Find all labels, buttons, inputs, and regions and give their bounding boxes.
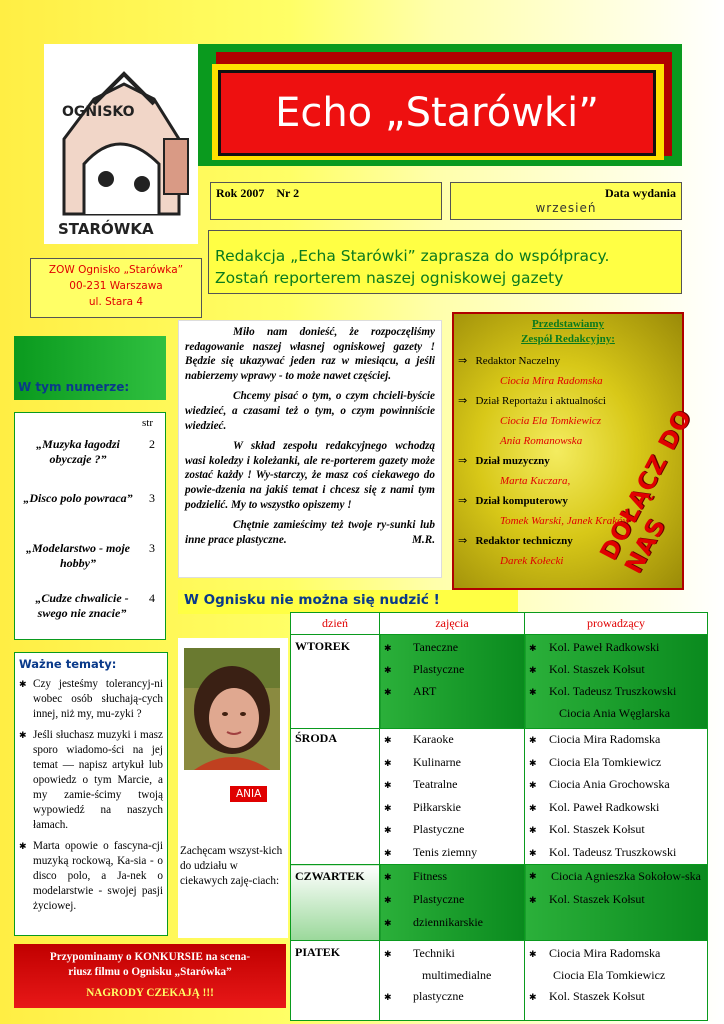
contest-line-1: Przypominamy o KONKURSIE na scena- (49, 951, 251, 963)
leader-item: Ciocia Ela Tomkiewicz (553, 968, 666, 982)
bullet-icon: ✱ (19, 730, 27, 740)
page-title: Echo „Starówki” (275, 90, 599, 136)
issue-date-box (450, 182, 682, 220)
bullet-icon: ✱ (384, 825, 392, 835)
leader-item: ✱ Ciocia Ela Tomkiewicz (529, 752, 703, 775)
arrow-icon: ⇒ (458, 455, 468, 467)
topic-text: Jeśli słuchasz muzyki i masz sporo wiadomo-ści na jej temat — napisz artykuł lub opowiedz o tym Marcie, a my zamie-ścimy twoją wypowiedź na naszych łamach. (33, 729, 163, 831)
bullet-icon: ✱ (529, 895, 537, 905)
bullet-icon: ✱ (19, 841, 27, 851)
team-role: Redaktor Naczelny (475, 355, 561, 367)
schedule-table (290, 612, 708, 1021)
bullet-icon: ✱ (529, 643, 537, 653)
toc-item-title: „Disco polo powraca” (23, 491, 133, 505)
bullet-icon: ✱ (384, 847, 392, 858)
toc-item-page: 2 (149, 437, 155, 451)
leader-item: ✱ Kol. Paweł Radkowski (529, 797, 703, 820)
topic-text: Marta opowie o fascyna-cji muzyką rockową, Ka-sia - o disco polo, a Ja-nek o modelarstwie - swojej pasji życiowej. (33, 840, 163, 912)
arrow-icon: ⇒ (458, 395, 468, 407)
bullet-icon: ✱ (529, 992, 537, 1002)
leader-item: ✱ Kol. Tadeusz Truszkowski (529, 842, 703, 865)
bullet-icon: ✱ (529, 949, 537, 959)
toc-item-title: „Modelarstwo - moje hobby” (26, 541, 130, 570)
logo-text-top: OGNISKO (62, 104, 135, 120)
table-row (291, 729, 708, 865)
org-street: ul. Stara 4 (88, 296, 144, 308)
team-role: Dział Reportażu i aktualności (475, 395, 606, 407)
activity-item: ✱ Karaoke (384, 729, 520, 752)
bullet-icon: ✱ (384, 992, 392, 1002)
topic-item (19, 839, 163, 914)
bullet-icon: ✱ (384, 918, 392, 928)
bullet-icon: ✱ (384, 895, 392, 905)
team-person: Marta Kuczara, (500, 475, 571, 487)
leader-item: ✱ Ciocia Mira Radomska (529, 943, 703, 965)
activity-item: multimedialne (422, 968, 492, 982)
activity-item: ✱ Plastyczne (384, 659, 520, 681)
issue-number-box (210, 182, 442, 220)
col-header-activity: zajęcia (380, 613, 525, 635)
contest-line-3: NAGRODY CZEKAJĄ !!! (86, 987, 214, 999)
topic-text: Czy jesteśmy tolerancyj-ni wobec osób słuchają-cych innej, niż my, mu-zyki ? (33, 678, 163, 720)
activity-item: ✱ Plastyczne (384, 819, 520, 842)
leader-item: ✱ Kol. Tadeusz Truszkowski (529, 681, 703, 703)
arrow-icon: ⇒ (458, 355, 468, 367)
toc-col-header: str (142, 417, 153, 429)
logo (44, 44, 198, 244)
issue-year: Rok 2007 (216, 186, 265, 200)
activity-cell (380, 865, 525, 941)
leader-cell (525, 635, 708, 729)
team-person: Tomek Warski, Janek Kraków (500, 515, 630, 527)
intro-paragraph: Miło nam donieść, że rozpoczęliśmy redagowanie naszej własnej ogniskowej gazety ! Będzie się ukazywać jeden raz w miesiącu, a jeśli nabierzemy wprawy - to może nawet częściej. (185, 326, 435, 382)
issue-number: Nr 2 (276, 186, 300, 200)
org-box (30, 258, 202, 318)
toc-item-page: 3 (149, 491, 155, 505)
leader-cell (525, 941, 708, 1021)
bullet-icon: ✱ (384, 757, 392, 768)
activity-item: ✱ Piłkarskie (384, 797, 520, 820)
bullet-icon: ✱ (384, 735, 392, 745)
leader-item: ✱ Kol. Staszek Kołsut (529, 659, 703, 681)
topic-item (19, 728, 163, 833)
day-cell: ŚRODA (291, 729, 380, 865)
activity-item: ✱ ART (384, 681, 520, 703)
intro-signature: M.R. (411, 533, 435, 546)
bullet-icon: ✱ (529, 825, 537, 835)
activity-cell (380, 729, 525, 865)
col-header-leader: prowadzący (525, 613, 708, 635)
bullet-icon: ✱ (384, 802, 392, 813)
arrow-icon: ⇒ (458, 495, 468, 507)
day-cell: CZWARTEK (291, 865, 380, 941)
leader-cell (525, 729, 708, 865)
col-header-day: dzień (291, 613, 380, 635)
team-person: Darek Kołecki (500, 555, 564, 567)
leader-item: ✱ Ciocia Agnieszka Sokołow-ska (529, 869, 701, 883)
toc-item-page: 3 (149, 541, 155, 555)
leader-item: ✱ Kol. Paweł Radkowski (529, 637, 703, 659)
schedule-header-row (291, 613, 708, 635)
date-label: Data wydania (604, 186, 676, 200)
activity-item: ✱ Taneczne (384, 637, 520, 659)
team-person: Ciocia Mira Radomska (500, 375, 603, 387)
activity-item: ✱ Tenis ziemny (384, 842, 520, 865)
activity-item: ✱ dziennikarskie (384, 911, 520, 934)
bullet-icon: ✱ (384, 687, 392, 697)
toc-item[interactable] (23, 491, 159, 541)
toc-item[interactable] (23, 541, 159, 591)
bullet-icon: ✱ (529, 780, 537, 790)
team-role: Dział komputerowy (475, 495, 568, 507)
intro-paragraph: W skład zespołu redakcyjnego wchodzą wasi koledzy i koleżanki, ale re-porterem gazety może zostać każdy ! Wy-starczy, że masz coś ciekawego do powie-dzenia na jakiś temat i chcesz się z nami tym podzielić. My to wszystko opiszemy ! (185, 440, 435, 511)
activity-item: ✱ Fitness (384, 865, 520, 888)
team-title-1: Przedstawiamy (531, 318, 605, 330)
logo-drawing (44, 44, 198, 244)
logo-text-bottom: STARÓWKA (58, 220, 154, 238)
toc-item[interactable] (23, 591, 159, 641)
bullet-icon: ✱ (384, 949, 392, 959)
activity-item: ✱ plastyczne (384, 986, 520, 1008)
toc-item-page: 4 (149, 591, 155, 605)
bullet-icon: ✱ (384, 872, 392, 882)
bullet-icon: ✱ (529, 757, 537, 768)
toc-title: W tym numerze: (18, 380, 130, 394)
intro-paragraph: Chcemy pisać o tym, o czym chcieli-byście wiedzieć, a czasami też o tym, o czym powinniście wiedzieć. (185, 390, 435, 432)
topics-title: Ważne tematy: (19, 657, 117, 671)
bullet-icon: ✱ (384, 665, 392, 675)
leader-item: ✱ Ciocia Ania Grochowska (529, 774, 703, 797)
team-section (458, 351, 682, 391)
photo-column (178, 638, 288, 938)
team-person: Ciocia Ela Tomkiewicz (500, 415, 602, 427)
team-section (458, 391, 682, 451)
toc-header (14, 336, 166, 400)
org-postcode: 00-231 Warszawa (69, 280, 163, 292)
day-cell: PIATEK (291, 941, 380, 1021)
team-title-2: Zespół Redakcyjny: (521, 333, 615, 345)
bullet-icon: ✱ (529, 665, 537, 675)
leader-item: ✱ Kol. Staszek Kołsut (529, 892, 645, 906)
schedule-title: W Ognisku nie można się nudzić ! (178, 590, 518, 614)
bullet-icon: ✱ (529, 847, 537, 858)
table-row (291, 941, 708, 1021)
team-role: Redaktor techniczny (475, 535, 573, 547)
headline-box (208, 230, 682, 294)
table-row (291, 635, 708, 729)
intro-paragraph (185, 518, 435, 547)
toc-item-title: „Muzyka łagodzi obyczaje ?” (36, 437, 120, 466)
bullet-icon: ✱ (529, 735, 537, 745)
schedule-area (290, 612, 708, 1018)
intro-p4: Chętnie zamieścimy też twoje ry-sunki lub inne prace plastyczne. (185, 519, 435, 546)
date-value: wrzesień (535, 201, 597, 215)
bullet-icon: ✱ (384, 780, 392, 790)
activity-item: ✱ Techniki (384, 943, 520, 965)
activity-item: ✱ Plastyczne (384, 888, 520, 911)
topic-item (19, 677, 163, 722)
bullet-icon: ✱ (529, 802, 537, 813)
contest-line-2: riusz filmu o Ognisku „Starówka” (68, 966, 232, 978)
bullet-icon: ✱ (529, 871, 537, 881)
toc-list (14, 412, 166, 640)
arrow-icon: ⇒ (458, 535, 468, 547)
bullet-icon: ✱ (19, 679, 27, 689)
contest-banner (14, 944, 286, 1008)
leader-item: ✱ Kol. Staszek Kołsut (529, 819, 703, 842)
org-name: ZOW Ognisko „Starówka” (48, 264, 184, 276)
day-cell: WTOREK (291, 635, 380, 729)
activity-item: ✱ Teatralne (384, 774, 520, 797)
headline-line-1: Redakcja „Echa Starówki” zaprasza do współpracy. (215, 247, 610, 265)
toc-items (23, 437, 159, 641)
leader-cell (525, 865, 708, 941)
toc-item[interactable] (23, 437, 159, 491)
table-row (291, 865, 708, 941)
bullet-icon: ✱ (529, 687, 537, 697)
activity-cell (380, 941, 525, 1021)
team-role: Dział muzyczny (475, 455, 550, 467)
photo-text: Zachęcam wszyst-kich do udziału w ciekawych zaję-ciach: (180, 845, 283, 887)
headline-line-2: Zostań reporterem naszej ogniskowej gazety (215, 269, 564, 287)
topics-box (14, 652, 168, 936)
join-us-stamp: DOŁĄCZ DO NAS (594, 404, 698, 579)
photo-caption: ANIA (230, 786, 267, 802)
toc-item-title: „Cudze chwalicie - swego nie znacie” (35, 591, 129, 620)
activity-item: ✱ Kulinarne (384, 752, 520, 775)
portrait-image (184, 648, 280, 770)
intro-article (178, 320, 442, 578)
leader-item: ✱ Ciocia Mira Radomska (529, 729, 703, 752)
leader-item: Ciocia Ania Węglarska (559, 706, 671, 720)
activity-cell (380, 635, 525, 729)
leader-item: ✱ Kol. Staszek Kołsut (529, 986, 703, 1008)
bullet-icon: ✱ (384, 643, 392, 653)
team-person: Ania Romanowska (500, 435, 583, 447)
